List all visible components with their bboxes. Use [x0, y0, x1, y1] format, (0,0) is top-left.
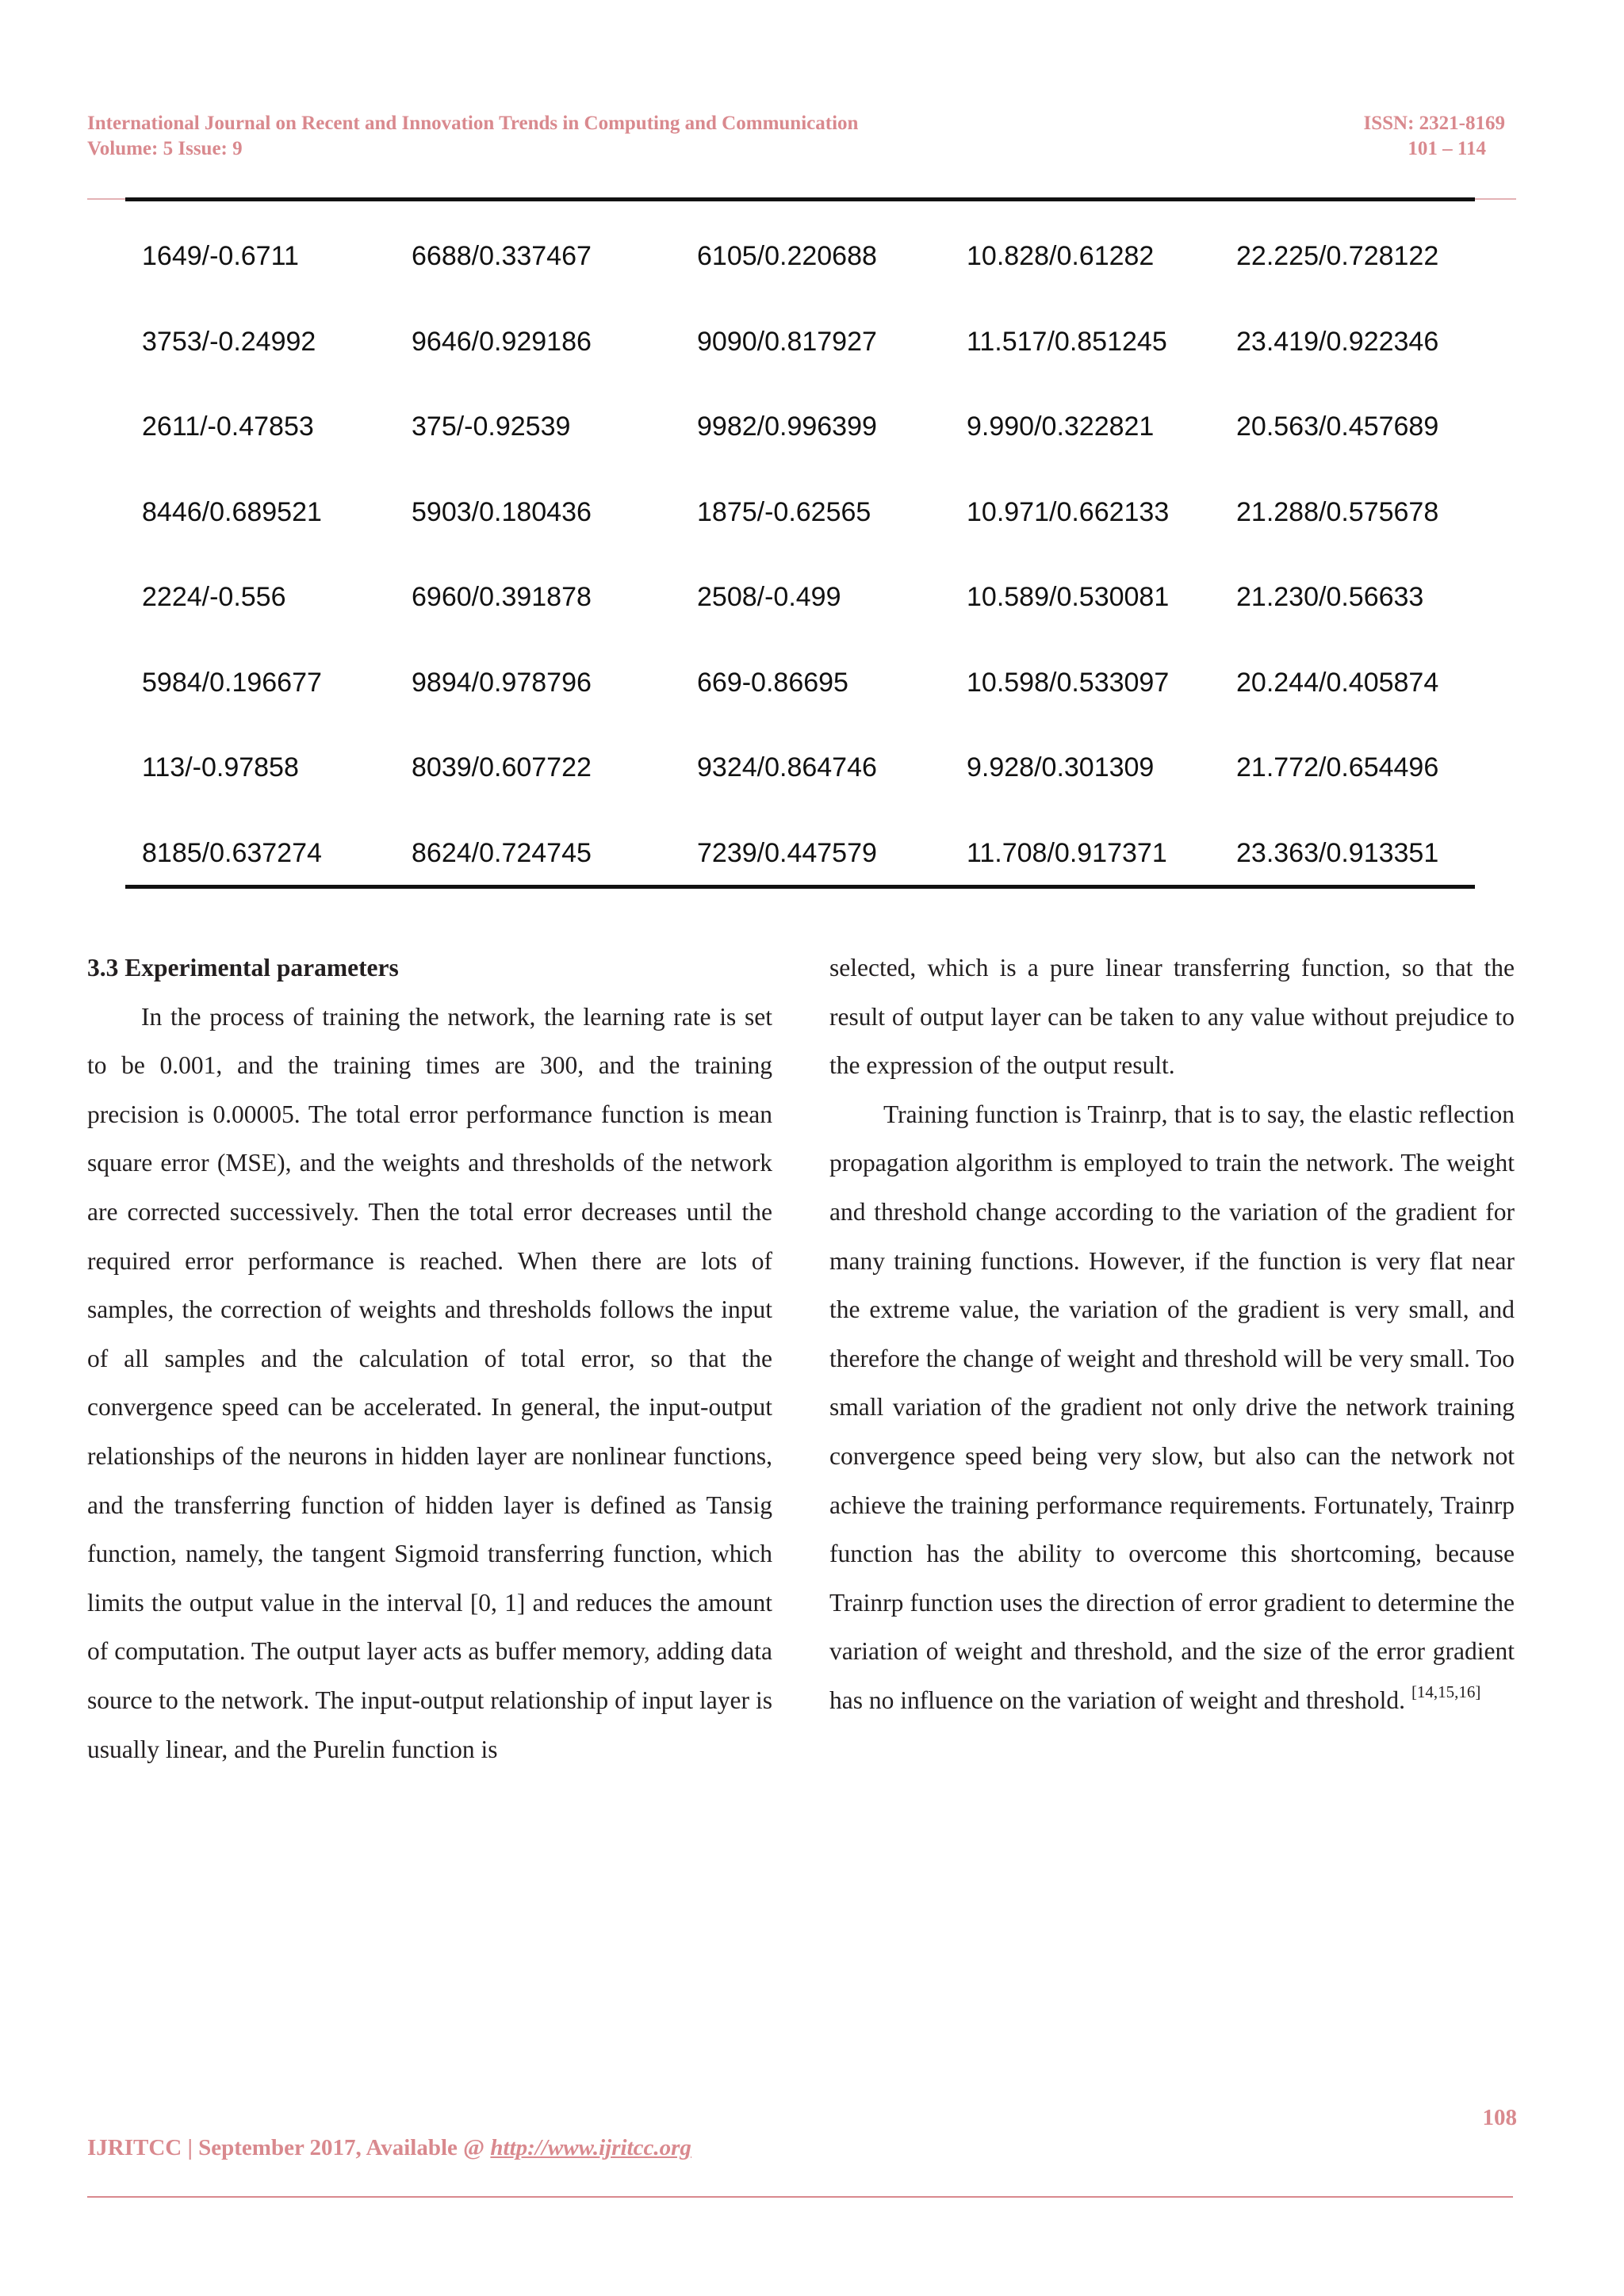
- table-row: [125, 641, 1475, 726]
- volume-issue: Volume: 5 Issue: 9: [87, 138, 243, 159]
- table-cell: 22.225/0.728122: [1236, 241, 1439, 272]
- page-number: 108: [1482, 2105, 1517, 2130]
- table-cell: 375/-0.92539: [412, 411, 571, 442]
- issn: ISSN: 2321-8169: [1363, 113, 1505, 134]
- table-cell: 11.708/0.917371: [967, 837, 1167, 868]
- table-cell: 1875/-0.62565: [697, 496, 871, 527]
- table-cell: 9646/0.929186: [412, 326, 592, 357]
- page-footer: [87, 2135, 691, 2161]
- table-cell: 2508/-0.499: [697, 582, 841, 613]
- table-cell: 23.419/0.922346: [1236, 326, 1439, 357]
- table-row: [125, 555, 1475, 641]
- table-cell: 7239/0.447579: [697, 837, 877, 868]
- table-bottom-rule: [125, 885, 1475, 889]
- page-header: [87, 111, 1505, 162]
- table-row: [125, 300, 1475, 385]
- table-cell: 113/-0.97858: [142, 752, 299, 783]
- table-cell: 2611/-0.47853: [142, 411, 314, 442]
- table-cell: 9.928/0.301309: [967, 752, 1155, 783]
- table-row: [125, 214, 1475, 300]
- table-cell: 3753/-0.24992: [142, 326, 316, 357]
- table-cell: 9090/0.817927: [697, 326, 877, 357]
- table-cell: 5903/0.180436: [412, 496, 592, 527]
- journal-link[interactable]: http://www.ijritcc.org: [490, 2135, 691, 2160]
- footer-divider: [87, 2196, 1513, 2198]
- table-cell: 1649/-0.6711: [142, 241, 299, 272]
- journal-title: International Journal on Recent and Innovation Trends in Computing and Communication: [87, 113, 859, 134]
- table-cell: 6105/0.220688: [697, 241, 877, 272]
- table-cell: 9324/0.864746: [697, 752, 877, 783]
- data-table: [125, 214, 1475, 896]
- table-cell: 23.363/0.913351: [1236, 837, 1439, 868]
- table-row: [125, 725, 1475, 811]
- table-top-rule: [125, 197, 1475, 201]
- table-cell: 10.589/0.530081: [967, 582, 1170, 613]
- table-cell: 21.288/0.575678: [1236, 496, 1439, 527]
- table-cell: 2224/-0.556: [142, 582, 286, 613]
- table-cell: 669-0.86695: [697, 667, 848, 698]
- table-cell: 21.230/0.56633: [1236, 582, 1424, 613]
- section-title: 3.3 Experimental parameters: [87, 954, 399, 982]
- paragraph-1-part-2: selected, which is a pure linear transferring function, so that the result of output layer can be taken to any value without prejudice to the expression of the output result.: [829, 954, 1515, 1080]
- paragraph-2-text: Training function is Trainrp, that is to say, the elastic reflection propagation algorithm is employed to train the network. The weight and threshold change according to the variation of the gradient for many training functions. However, if the function is very flat near the extreme value, the variation of the gradient is very small, and therefore the change of weight and threshold will be very small. Too small variation of the gradient not only drive the network training convergence speed being very slow, but also can the network not achieve the training performance requirements. Fortunately, Trainrp function has the ability to overcome this shortcoming, because Trainrp function uses the direction of error gradient to determine the variation of weight and threshold, and the size of the error gradient has no influence on the variation of weight and threshold.: [829, 1100, 1515, 1714]
- table-cell: 6960/0.391878: [412, 582, 592, 613]
- table-cell: 6688/0.337467: [412, 241, 592, 272]
- table-row: [125, 385, 1475, 470]
- page-range: 101 – 114: [1408, 138, 1486, 159]
- table-cell: 5984/0.196677: [142, 667, 322, 698]
- table-row: [125, 811, 1475, 897]
- table-cell: 20.244/0.405874: [1236, 667, 1439, 698]
- table-cell: 9894/0.978796: [412, 667, 592, 698]
- left-column: [87, 943, 772, 1774]
- right-column: [829, 943, 1515, 1725]
- paragraph-1-part-1: In the process of training the network, the learning rate is set to be 0.001, and the training times are 300, and the training precision is 0.00005. The total error performance function is mean square error (MSE), and the weights and thresholds of the network are corrected successively. Then the total error decreases until the required error performance is reached. When there are lots of samples, the correction of weights and thresholds follows the input of all samples and the calculation of total error, so that the convergence speed can be accelerated. In general, the input-output relationships of the neurons in hidden layer are nonlinear functions, and the transferring function of hidden layer is defined as Tansig function, namely, the tangent Sigmoid transferring function, which limits the output value in the interval [0, 1] and reduces the amount of computation. The output layer acts as buffer memory, adding data source to the network. The input-output relationship of input layer is usually linear, and the Purelin function is: [87, 1002, 772, 1763]
- table-cell: 20.563/0.457689: [1236, 411, 1439, 442]
- table-cell: 8185/0.637274: [142, 837, 322, 868]
- table-row: [125, 470, 1475, 556]
- footer-text: IJRITCC | September 2017, Available @: [87, 2135, 491, 2160]
- table-cell: 10.598/0.533097: [967, 667, 1170, 698]
- table-cell: 21.772/0.654496: [1236, 752, 1439, 783]
- table-cell: 8624/0.724745: [412, 837, 592, 868]
- paragraph-2: [829, 1090, 1515, 1725]
- citation: [14,15,16]: [1411, 1682, 1481, 1701]
- table-cell: 9982/0.996399: [697, 411, 877, 442]
- table-cell: 11.517/0.851245: [967, 326, 1167, 357]
- table-cell: 8039/0.607722: [412, 752, 592, 783]
- table-cell: 10.971/0.662133: [967, 496, 1170, 527]
- table-cell: 9.990/0.322821: [967, 411, 1155, 442]
- table-cell: 8446/0.689521: [142, 496, 322, 527]
- table-cell: 10.828/0.61282: [967, 241, 1155, 272]
